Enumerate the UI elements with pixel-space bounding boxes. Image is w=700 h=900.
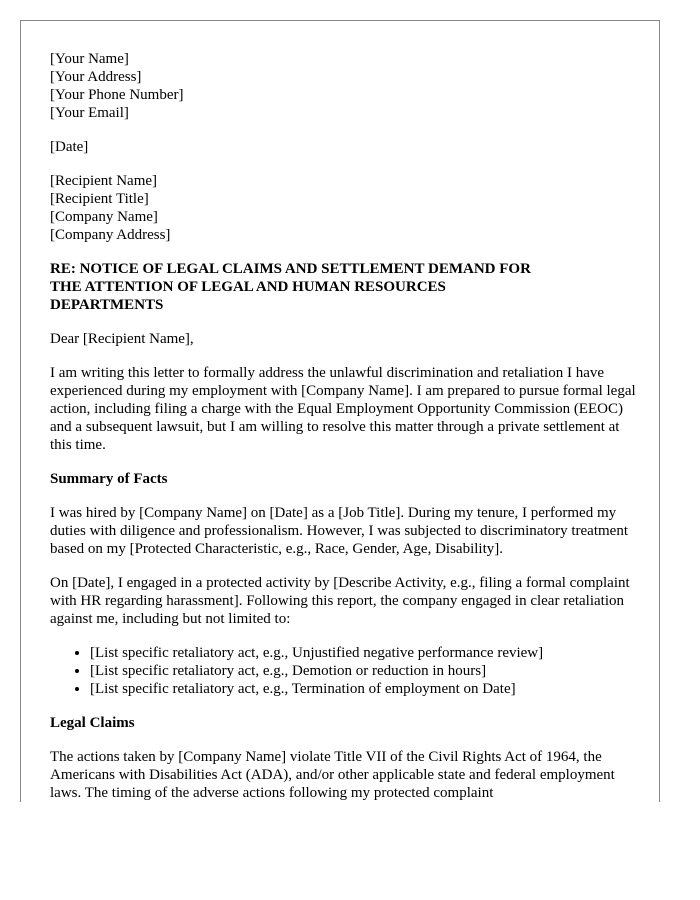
recipient-company: [Company Name] xyxy=(50,209,158,225)
list-item: • [List specific retaliatory act, e.g., Termination of employment on Date] xyxy=(90,680,640,698)
list-item: • [List specific retaliatory act, e.g., Unjustified negative performance review] xyxy=(90,644,640,662)
recipient-name: [Recipient Name] xyxy=(50,173,158,189)
sender-email: [Your Email] xyxy=(50,105,129,121)
summary-paragraph-1: I was hired by [Company Name] on [Date] as a [Job Title]. During my tenure, I performed my duties with diligence and professionalism. However, I was subjected to discriminatory treatment based on my [Protected Characteristic, e.g., Race, Gender, Age, Disability]. xyxy=(50,505,628,557)
subject-line: RE: NOTICE OF LEGAL CLAIMS AND SETTLEMENT DEMAND FOR THE ATTENTION OF LEGAL AND HUMAN RESOURCES DEPARTMENTS xyxy=(50,261,531,313)
list-item: • [List specific retaliatory act, e.g., Demotion or reduction in hours] xyxy=(90,662,640,680)
recipient-address: [Company Address] xyxy=(50,227,171,243)
letter-date: [Date] xyxy=(50,139,89,155)
recipient-block xyxy=(50,172,640,244)
sender-address: [Your Address] xyxy=(50,69,142,85)
letter-page xyxy=(20,20,660,802)
retaliation-list xyxy=(50,644,640,698)
sender-phone: [Your Phone Number] xyxy=(50,87,184,103)
legal-claims-heading: Legal Claims xyxy=(50,715,135,731)
sender-name: [Your Name] xyxy=(50,51,129,67)
recipient-title: [Recipient Title] xyxy=(50,191,149,207)
intro-paragraph: I am writing this letter to formally address the unlawful discrimination and retaliation I have experienced during my employment with [Company Name]. I am prepared to pursue formal legal action, including filing a charge with the Equal Employment Opportunity Commission (EEOC) and a subsequent lawsuit, but I am willing to resolve this matter through a private settlement at this time. xyxy=(50,365,636,453)
summary-paragraph-2: On [Date], I engaged in a protected activity by [Describe Activity, e.g., filing a formal complaint with HR regarding harassment]. Following this report, the company engaged in clear retaliation against me, including but not limited to: xyxy=(50,575,630,627)
sender-block xyxy=(50,50,640,122)
summary-heading: Summary of Facts xyxy=(50,471,168,487)
legal-paragraph-1: The actions taken by [Company Name] violate Title VII of the Civil Rights Act of 1964, the Americans with Disabilities Act (ADA), and/or other applicable state and federal employment laws. The timing of the adverse actions following my protected complaint xyxy=(50,749,615,801)
letter-content xyxy=(50,50,640,802)
salutation: Dear [Recipient Name], xyxy=(50,331,194,347)
